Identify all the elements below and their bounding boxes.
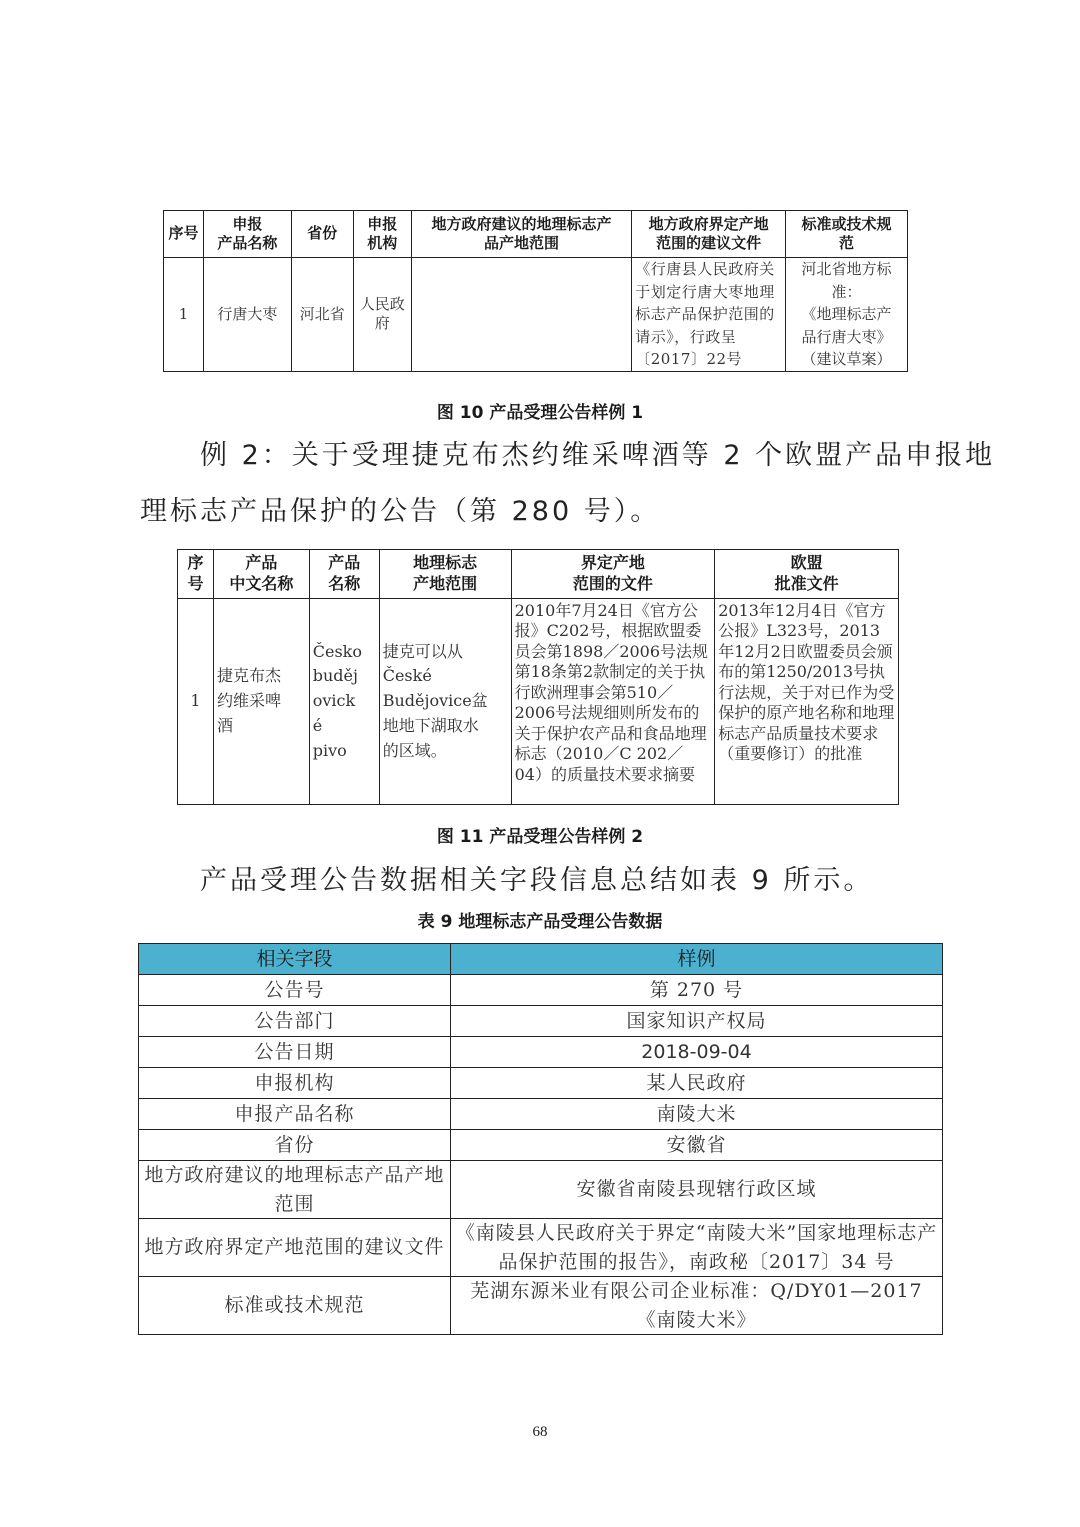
- example-cell: 安徽省: [451, 1130, 943, 1161]
- example-cell: 南陵大米: [451, 1099, 943, 1130]
- table-row: [139, 1006, 943, 1037]
- data-fields-table: [138, 943, 943, 1335]
- field-cell: 标准或技术规范: [139, 1277, 451, 1335]
- figure-caption-11: 图 11 产品受理公告样例 2: [436, 827, 644, 847]
- header-cell: 欧盟 批准文件: [715, 550, 899, 599]
- example-cell: 某人民政府: [451, 1068, 943, 1099]
- cell-province: 河北省: [291, 258, 353, 372]
- header-cell: 申报 产品名称: [203, 211, 291, 258]
- header-cell: 产品 中文名称: [213, 550, 309, 599]
- header-example: 样例: [451, 944, 943, 975]
- cell-scope: 捷克可以从 České Budějovice盆 地地下湖取水 的区域。: [379, 599, 511, 805]
- field-cell: 地方政府界定产地范围的建议文件: [139, 1219, 451, 1277]
- header-cell: 序 号: [178, 550, 214, 599]
- header-field: 相关字段: [139, 944, 451, 975]
- figure-caption-10: 图 10 产品受理公告样例 1: [436, 403, 644, 423]
- sample-table-1: [163, 210, 908, 372]
- table-row: [139, 1037, 943, 1068]
- cell-product: 行唐大枣: [203, 258, 291, 372]
- example-cell: 芜湖东源米业有限公司企业标准：Q/DY01—2017《南陵大米》: [451, 1277, 943, 1335]
- table-row: [139, 975, 943, 1006]
- example-cell: 《南陵县人民政府关于界定“南陵大米”国家地理标志产品保护范围的报告》，南政秘〔2017〕34 号: [451, 1219, 943, 1277]
- cell-eu-doc: 2013年12月4日《官方公报》L323号，2013年12月2日欧盟委员会颁布的第1250/2013号执行法规，关于对已作为受保护的原产地名称和地理标志产品质量技术要求（重要修订）的批准: [715, 599, 899, 805]
- table-row: [178, 599, 899, 805]
- field-cell: 公告部门: [139, 1006, 451, 1037]
- field-cell: 省份: [139, 1130, 451, 1161]
- page-number: 68: [532, 1424, 548, 1440]
- table-header-row: [164, 211, 908, 258]
- header-cell: 省份: [291, 211, 353, 258]
- cell-cn-name: 捷克布杰 约维采啤 酒: [213, 599, 309, 805]
- table-row: [139, 1219, 943, 1277]
- example-cell: 安徽省南陵县现辖行政区域: [451, 1161, 943, 1219]
- field-cell: 地方政府建议的地理标志产品产地范围: [139, 1161, 451, 1219]
- table-row: [139, 1277, 943, 1335]
- table-row: [139, 1161, 943, 1219]
- header-cell: 序号: [164, 211, 204, 258]
- cell-org: 人民政 府: [353, 258, 411, 372]
- cell-doc: 2010年7月24日《官方公报》C202号，根据欧盟委员会第1898／2006号法规第18条第2款制定的关于执行欧洲理事会第510／2006号法规细则所发布的关于保护农产品和食品地理标志（2010／C 202／04）的质量技术要求摘要: [511, 599, 715, 805]
- header-cell: 界定产地 范围的文件: [511, 550, 715, 599]
- header-cell: 标准或技术规 范: [786, 211, 908, 258]
- paragraph-example-2-line2: 理标志产品保护的公告（第 280 号）。: [140, 496, 661, 527]
- cell-no: 1: [178, 599, 214, 805]
- table-row: [139, 1099, 943, 1130]
- header-cell: 申报 机构: [353, 211, 411, 258]
- table-row: [139, 1130, 943, 1161]
- example-cell: 国家知识产权局: [451, 1006, 943, 1037]
- cell-name: Česko buděj ovick é pivo: [309, 599, 379, 805]
- field-cell: 公告日期: [139, 1037, 451, 1068]
- table-header-row: [178, 550, 899, 599]
- header-cell: 地方政府建议的地理标志产 品产地范围: [411, 211, 632, 258]
- table-header-row: [139, 944, 943, 975]
- table-row: [139, 1068, 943, 1099]
- example-cell: 第 270 号: [451, 975, 943, 1006]
- header-cell: 产品 名称: [309, 550, 379, 599]
- paragraph-summary: 产品受理公告数据相关字段信息总结如表 9 所示。: [200, 865, 874, 896]
- example-cell: 2018-09-04: [451, 1037, 943, 1068]
- table-row: [164, 258, 908, 372]
- paragraph-example-2-line1: 例 2：关于受理捷克布杰约维采啤酒等 2 个欧盟产品申报地: [200, 440, 996, 471]
- sample-table-2: [177, 549, 899, 805]
- header-cell: 地方政府界定产地 范围的建议文件: [632, 211, 786, 258]
- cell-scope: [411, 258, 632, 372]
- field-cell: 公告号: [139, 975, 451, 1006]
- header-cell: 地理标志 产地范围: [379, 550, 511, 599]
- field-cell: 申报产品名称: [139, 1099, 451, 1130]
- cell-no: 1: [164, 258, 204, 372]
- field-cell: 申报机构: [139, 1068, 451, 1099]
- cell-standard: 河北省地方标 准： 《地理标志产 品行唐大枣》 （建议草案）: [786, 258, 908, 372]
- table-title-9: 表 9 地理标志产品受理公告数据: [417, 912, 663, 932]
- cell-doc: 《行唐县人民政府关于划定行唐大枣地理标志产品保护范围的请示》，行政呈〔2017〕22号: [632, 258, 786, 372]
